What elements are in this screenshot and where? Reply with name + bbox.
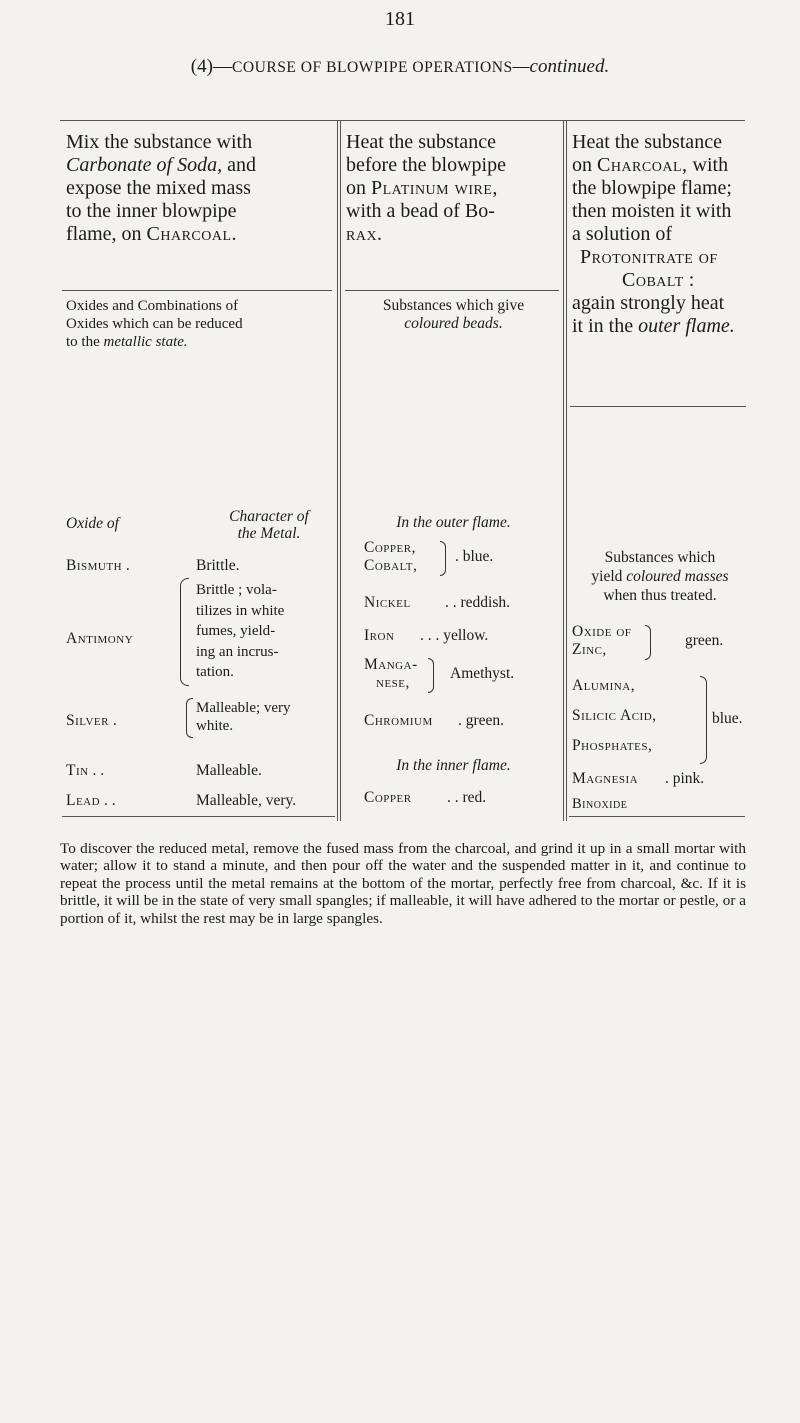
zinc-colour: green. bbox=[685, 632, 724, 649]
outer-iron-colour: . . . yellow. bbox=[420, 627, 489, 644]
outer-nickel-name: Nickel bbox=[364, 594, 411, 611]
col2-heading-line bbox=[346, 177, 561, 200]
element-name: nese, bbox=[376, 674, 410, 691]
binoxide-tin-names bbox=[572, 796, 627, 813]
col3-sub-rule bbox=[570, 406, 746, 407]
element-name: Manga- bbox=[364, 656, 418, 673]
column-divider-4 bbox=[566, 121, 567, 821]
col2-heading-line: before the blowpipe bbox=[346, 154, 506, 176]
element-name: Cobalt, bbox=[364, 557, 418, 574]
outer-flame: outer flame. bbox=[638, 315, 735, 337]
outer-chromium-name: Chromium bbox=[364, 712, 433, 729]
col3-subheading bbox=[572, 548, 748, 605]
col1-sub-rule bbox=[62, 290, 332, 291]
col1-subheading-text: to the bbox=[66, 334, 104, 350]
col2-sub-rule bbox=[345, 290, 559, 291]
silver-brace bbox=[186, 698, 193, 738]
col2-subheading-line: Substances which give bbox=[382, 297, 525, 314]
silver-row bbox=[66, 712, 117, 730]
col3-subheading-line: Substances which bbox=[604, 549, 716, 566]
col3-bottom-rule bbox=[569, 816, 745, 817]
col2-heading bbox=[346, 131, 561, 246]
outer-chromium-colour: . green. bbox=[458, 712, 505, 729]
leader-dots: . bbox=[122, 557, 130, 574]
blue-group-colour: blue. bbox=[712, 710, 743, 727]
coloured-beads: coloured beads. bbox=[404, 315, 503, 332]
antimony-line: tation. bbox=[196, 664, 234, 680]
header-prefix: (4)— bbox=[190, 56, 232, 77]
protonitrate-label: Protonitrate of bbox=[580, 246, 718, 268]
blue-group-names bbox=[572, 671, 657, 761]
table-top-rule bbox=[60, 120, 745, 121]
tin-row bbox=[66, 762, 104, 780]
silver-character bbox=[196, 699, 336, 735]
header-suffix: —continued. bbox=[512, 56, 610, 77]
bismuth-character: Brittle. bbox=[196, 557, 240, 574]
compound-name: Phosphates, bbox=[572, 737, 653, 754]
col3-heading-line: Heat the substance bbox=[572, 131, 722, 153]
antimony-brace bbox=[180, 578, 189, 686]
oxide-of-header: Oxide of bbox=[66, 515, 119, 532]
outer-manganese-colour: Amethyst. bbox=[450, 665, 515, 682]
footer-paragraph: To discover the reduced metal, remove the fused mass from the charcoal, and grind it up in a small mortar with water; allow it to stand a minute, and then pour off the water and the suspended matter in it, and continue to repeat the process until the metal remains at the bottom of the mortar, perfectly free from charcoal, &c. If it is brittle, it will be in the state of very small spangles; if malleable, it will have adhered to the mortar or pestle, or a portion of it, whilst the rest may be in large spangles. bbox=[60, 840, 746, 927]
col1-subheading-line: Oxides which can be reduced bbox=[66, 316, 243, 332]
col1-heading-text: flame, on bbox=[66, 223, 147, 245]
compound-name: Binoxide bbox=[572, 796, 628, 812]
inner-flame-title: In the inner flame. bbox=[396, 757, 511, 774]
magnesia-colour: . pink. bbox=[665, 770, 705, 787]
col1-heading bbox=[66, 131, 334, 246]
col1-heading-line: expose the mixed mass bbox=[66, 177, 251, 199]
blue-group-brace bbox=[700, 676, 707, 764]
compound-name: Silicic Acid, bbox=[572, 707, 657, 724]
leader-dots: . . bbox=[100, 792, 116, 809]
charcoal-label: Charcoal. bbox=[146, 223, 238, 245]
col3-subheading-line bbox=[572, 567, 748, 586]
col3-subheading-text: yield bbox=[591, 568, 627, 585]
outer-nickel-colour: . . reddish. bbox=[445, 594, 511, 611]
outer-manganese-brace bbox=[428, 658, 434, 693]
col3-heading-line: again strongly heat bbox=[572, 292, 725, 314]
coloured-masses: coloured masses bbox=[626, 568, 729, 585]
lead-name: Lead bbox=[66, 792, 101, 809]
carbonate-of-soda: Carbonate of Soda, bbox=[66, 154, 223, 176]
col3-heading-line bbox=[572, 315, 748, 338]
col3-heading-line bbox=[572, 154, 748, 177]
cobalt-label: Cobalt bbox=[622, 269, 684, 291]
silver-line: white. bbox=[196, 718, 234, 734]
outer-manganese-names bbox=[364, 656, 418, 692]
leader-dots: . bbox=[109, 712, 117, 729]
inner-copper-name: Copper bbox=[364, 789, 412, 806]
copper-cobalt-colour: . blue. bbox=[455, 548, 494, 565]
antimony-line: tilizes in white bbox=[196, 602, 285, 619]
col1-subheading-line bbox=[66, 333, 334, 351]
silver-line: Malleable; very bbox=[196, 700, 291, 716]
compound-name: Zinc, bbox=[572, 641, 607, 658]
col1-heading-line: to the inner blowpipe bbox=[66, 200, 237, 222]
compound-name: Alumina, bbox=[572, 677, 636, 694]
col3-heading-line: then moisten it with bbox=[572, 200, 732, 222]
col2-heading-line: Heat the substance bbox=[346, 131, 496, 153]
zinc-brace bbox=[645, 625, 651, 660]
col1-subheading bbox=[66, 297, 334, 351]
lead-character: Malleable, very. bbox=[196, 792, 297, 809]
platinum-wire-label: Platinum wire, bbox=[371, 177, 498, 199]
character-header-line: the Metal. bbox=[237, 525, 301, 542]
metallic-state: metallic state. bbox=[103, 334, 188, 350]
character-of-metal-header bbox=[219, 508, 319, 542]
antimony-name: Antimony bbox=[66, 630, 134, 647]
page-number: 181 bbox=[385, 8, 415, 30]
lead-row bbox=[66, 792, 116, 810]
col1-heading-text: and bbox=[222, 154, 257, 176]
copper-cobalt-names bbox=[364, 539, 417, 575]
bismuth-row bbox=[66, 557, 130, 575]
tin-character: Malleable. bbox=[196, 762, 262, 779]
column-divider-2 bbox=[340, 121, 341, 821]
column-divider-1 bbox=[337, 121, 338, 821]
element-name: Copper, bbox=[364, 539, 416, 556]
silver-name: Silver bbox=[66, 712, 109, 729]
col2-subheading bbox=[346, 297, 561, 333]
zinc-names bbox=[572, 623, 631, 659]
antimony-character bbox=[196, 580, 336, 683]
col3-heading-line: the blowpipe flame; bbox=[572, 177, 732, 199]
col1-heading-line: Mix the substance with bbox=[66, 131, 253, 153]
character-header-line: Character of bbox=[229, 508, 309, 525]
col2-heading-line: rax. bbox=[346, 223, 383, 245]
compound-name: Oxide of bbox=[572, 623, 632, 640]
col2-heading-text: on bbox=[346, 177, 371, 199]
antimony-line: ing an incrus- bbox=[196, 643, 279, 660]
magnesia-name: Magnesia bbox=[572, 770, 639, 787]
col3-heading-text: it in the bbox=[572, 315, 639, 337]
col3-subheading-line: when thus treated. bbox=[603, 587, 717, 604]
header-title: COURSE OF BLOWPIPE OPERATIONS bbox=[231, 59, 513, 76]
outer-flame-title: In the outer flame. bbox=[396, 514, 511, 531]
antimony-line: Brittle ; vola- bbox=[196, 582, 277, 598]
antimony-line: fumes, yield- bbox=[196, 623, 276, 639]
outer-iron-name: Iron bbox=[364, 627, 395, 644]
inner-copper-colour: . . red. bbox=[447, 789, 487, 806]
col2-heading-line: with a bead of Bo- bbox=[346, 200, 495, 222]
tin-name: Tin bbox=[66, 762, 89, 779]
col1-heading-line bbox=[66, 223, 334, 246]
col3-heading-text: with bbox=[687, 154, 729, 176]
charcoal-label: Charcoal, bbox=[597, 154, 688, 176]
col1-heading-line bbox=[66, 154, 334, 177]
leader-dots: . . bbox=[88, 762, 105, 779]
page-header bbox=[0, 56, 800, 78]
col3-heading-line: a solution of bbox=[572, 223, 672, 245]
col1-subheading-line: Oxides and Combinations of bbox=[66, 298, 239, 314]
col3-heading-text: on bbox=[572, 154, 597, 176]
col3-heading-line bbox=[572, 269, 748, 292]
column-divider-3 bbox=[563, 121, 564, 821]
col3-heading-text: : bbox=[683, 269, 695, 291]
col3-heading bbox=[572, 131, 748, 338]
copper-cobalt-brace bbox=[440, 541, 446, 576]
col1-bottom-rule bbox=[62, 816, 335, 817]
bismuth-name: Bismuth bbox=[66, 557, 123, 574]
